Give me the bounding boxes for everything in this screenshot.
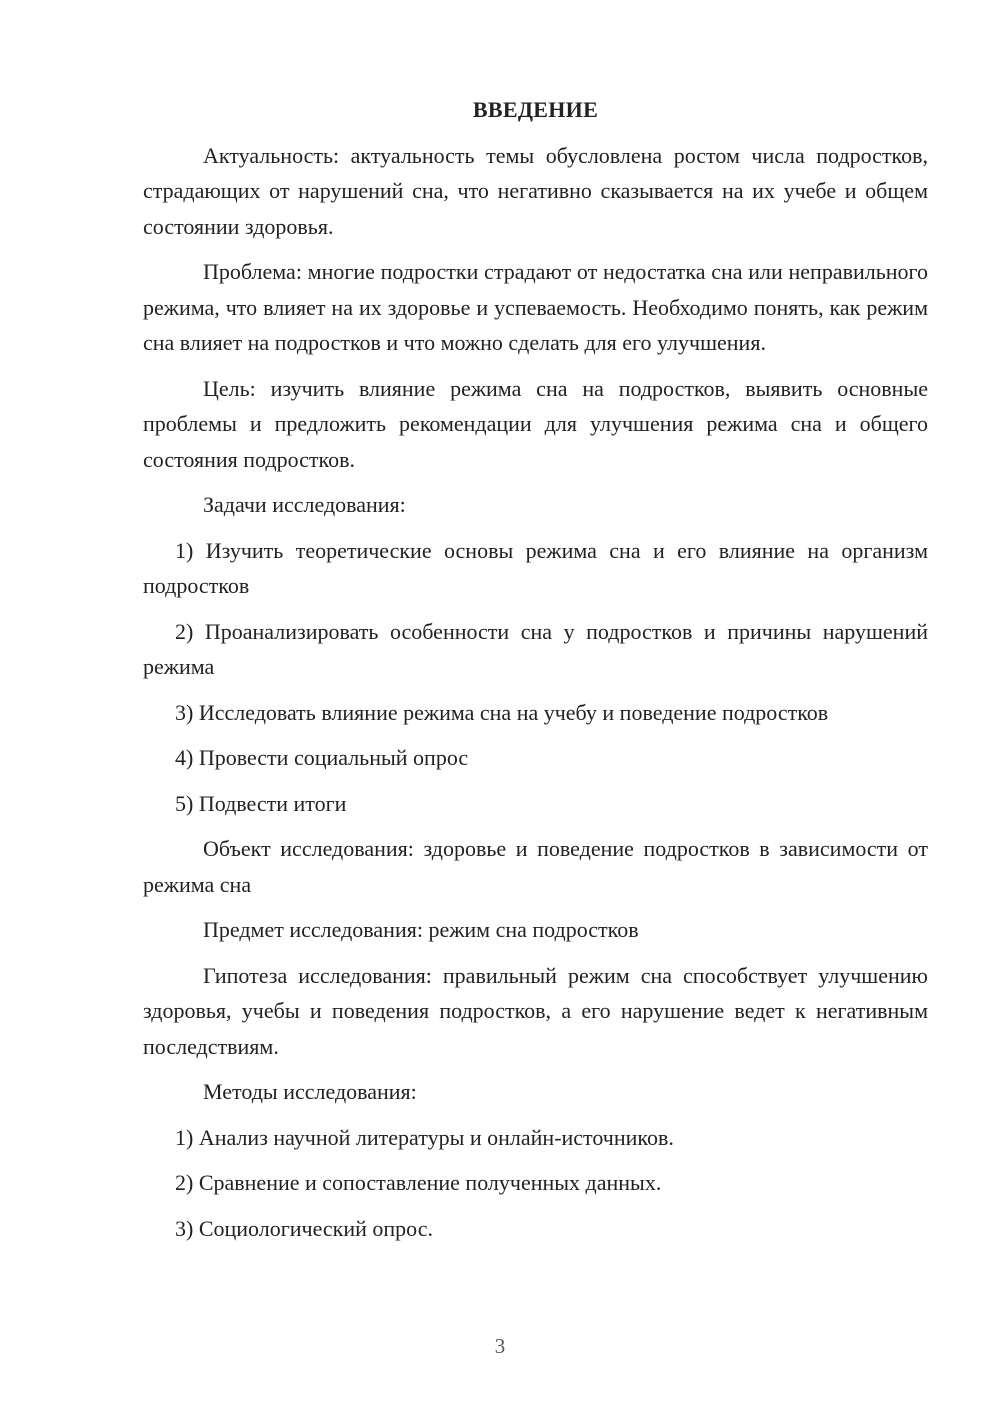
tasks-title: Задачи исследования:	[203, 492, 406, 517]
task-item-5: 5) Подвести итоги	[175, 790, 347, 816]
task-item-4: 4) Провести социальный опрос	[175, 745, 469, 770]
paragraph-hypothesis: Гипотеза исследования: правильный режим сна способствует улучшению здоровья, учебы и поведения подростков, а его нарушение ведет к негативным последствиям.	[143, 962, 928, 1059]
methods-title: Методы исследования:	[203, 1079, 417, 1104]
method-item-2: 2) Сравнение и сопоставление полученных данных.	[175, 1170, 662, 1195]
task-item-3: 3) Исследовать влияние режима сна на учебу и поведение подростков	[175, 699, 829, 725]
method-item-1: 1) Анализ научной литературы и онлайн-источников.	[175, 1124, 674, 1150]
task-item-2: 2) Проанализировать особенности сна у подростков и причины нарушений режима	[143, 618, 928, 679]
page-number: 3	[494, 1334, 506, 1358]
paragraph-object: Объект исследования: здоровье и поведение подростков в зависимости от режима сна	[143, 836, 928, 897]
paragraph-problem: Проблема: многие подростки страдают от недостатка сна или неправильного режима, что влияет на их здоровье и успеваемость. Необходимо понять, как режим сна влияет на подростков и что можно сделать для его улучшения.	[143, 259, 928, 355]
method-item-3: 3) Социологический опрос.	[175, 1215, 433, 1241]
paragraph-subject: Предмет исследования: режим сна подростков	[203, 917, 639, 942]
document-page	[143, 92, 928, 1256]
paragraph-goal: Цель: изучить влияние режима сна на подростков, выявить основные проблемы и предложить рекомендации для улучшения режима сна и общего состояния подростков.	[143, 375, 928, 472]
page-title: ВВЕДЕНИЕ	[472, 97, 599, 122]
task-item-1: 1) Изучить теоретические основы режима сна и его влияние на организм подростков	[143, 537, 928, 598]
paragraph-relevance: Актуальность: актуальность темы обусловлена ростом числа подростков, страдающих от нарушений сна, что негативно сказывается на их учебе и общем состоянии здоровья.	[143, 142, 928, 239]
